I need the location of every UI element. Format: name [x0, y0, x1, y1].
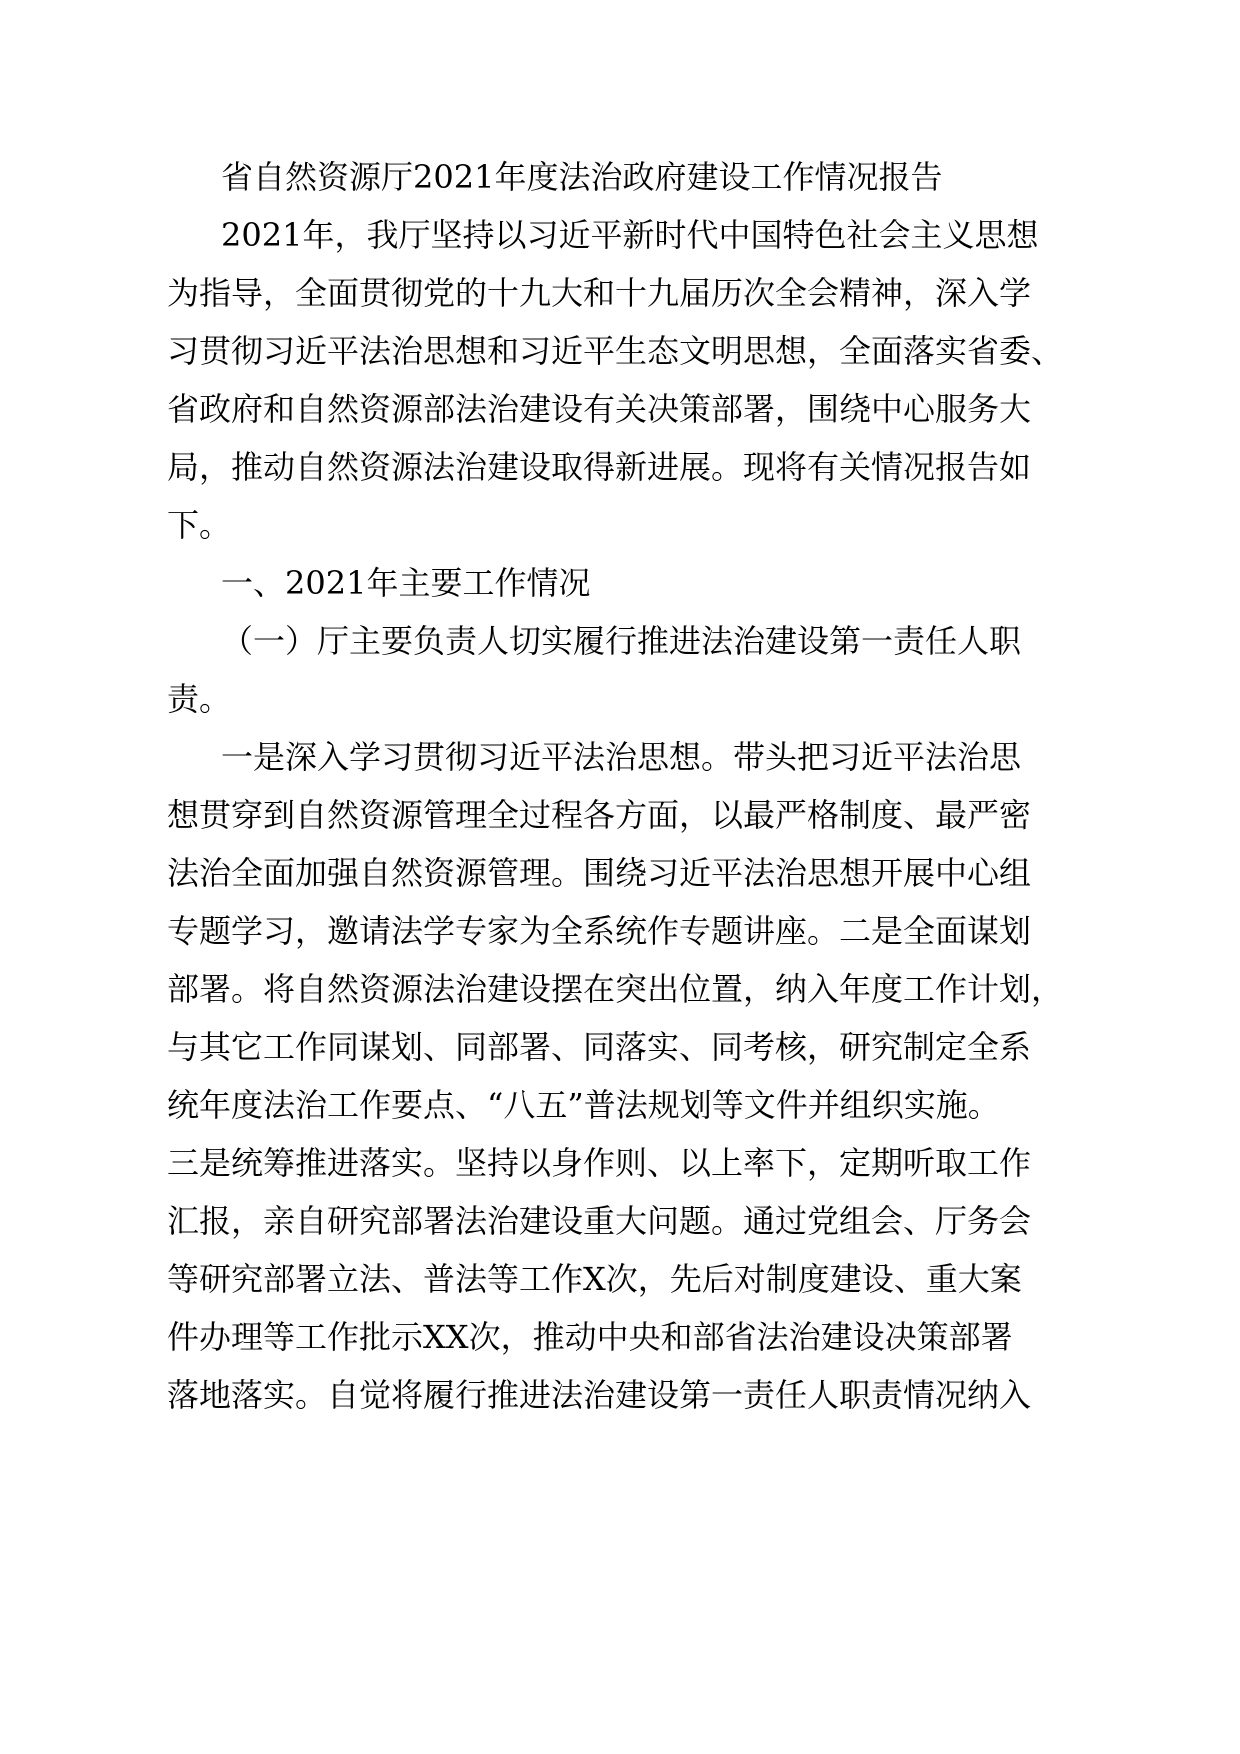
subsection-heading: 责。 — [167, 680, 232, 718]
body-line: 一是深入学习贯彻习近平法治思想。带头把习近平法治思 — [221, 738, 1022, 776]
body-line: 想贯穿到自然资源管理全过程各方面，以最严格制度、最严密 — [167, 796, 1032, 834]
subsection-heading: （一）厅主要负责人切实履行推进法治建设第一责任人职 — [221, 622, 1022, 660]
section-heading: 一、2021年主要工作情况 — [221, 564, 591, 602]
intro-line: 省政府和自然资源部法治建设有关决策部署，围绕中心服务大 — [167, 390, 1032, 428]
body-line: 部署。将自然资源法治建设摆在突出位置，纳入年度工作计划， — [167, 970, 1064, 1008]
intro-line: 为指导，全面贯彻党的十九大和十九届历次全会精神，深入学 — [167, 274, 1032, 312]
body-line: 汇报，亲自研究部署法治建设重大问题。通过党组会、厅务会 — [167, 1202, 1032, 1240]
intro-line: 局，推动自然资源法治建设取得新进展。现将有关情况报告如 — [167, 448, 1032, 486]
document-title: 省自然资源厅2021年度法治政府建设工作情况报告 — [221, 158, 943, 196]
intro-line: 2021年，我厅坚持以习近平新时代中国特色社会主义思想 — [221, 216, 1039, 254]
body-line: 落地落实。自觉将履行推进法治建设第一责任人职责情况纳入 — [167, 1376, 1032, 1414]
body-line: 法治全面加强自然资源管理。围绕习近平法治思想开展中心组 — [167, 854, 1032, 892]
body-line: 件办理等工作批示XX次，推动中央和部省法治建设决策部署 — [167, 1318, 1013, 1356]
intro-line: 习贯彻习近平法治思想和习近平生态文明思想，全面落实省委、 — [167, 332, 1064, 370]
body-line: 与其它工作同谋划、同部署、同落实、同考核，研究制定全系 — [167, 1028, 1032, 1066]
body-line: 等研究部署立法、普法等工作X次，先后对制度建设、重大案 — [167, 1260, 1022, 1298]
body-line: 专题学习，邀请法学专家为全系统作专题讲座。二是全面谋划 — [167, 912, 1032, 950]
intro-line: 下。 — [167, 506, 232, 544]
body-line: 统年度法治工作要点、“八五”普法规划等文件并组织实施。 — [167, 1086, 1000, 1124]
body-line: 三是统筹推进落实。坚持以身作则、以上率下，定期听取工作 — [167, 1144, 1032, 1182]
